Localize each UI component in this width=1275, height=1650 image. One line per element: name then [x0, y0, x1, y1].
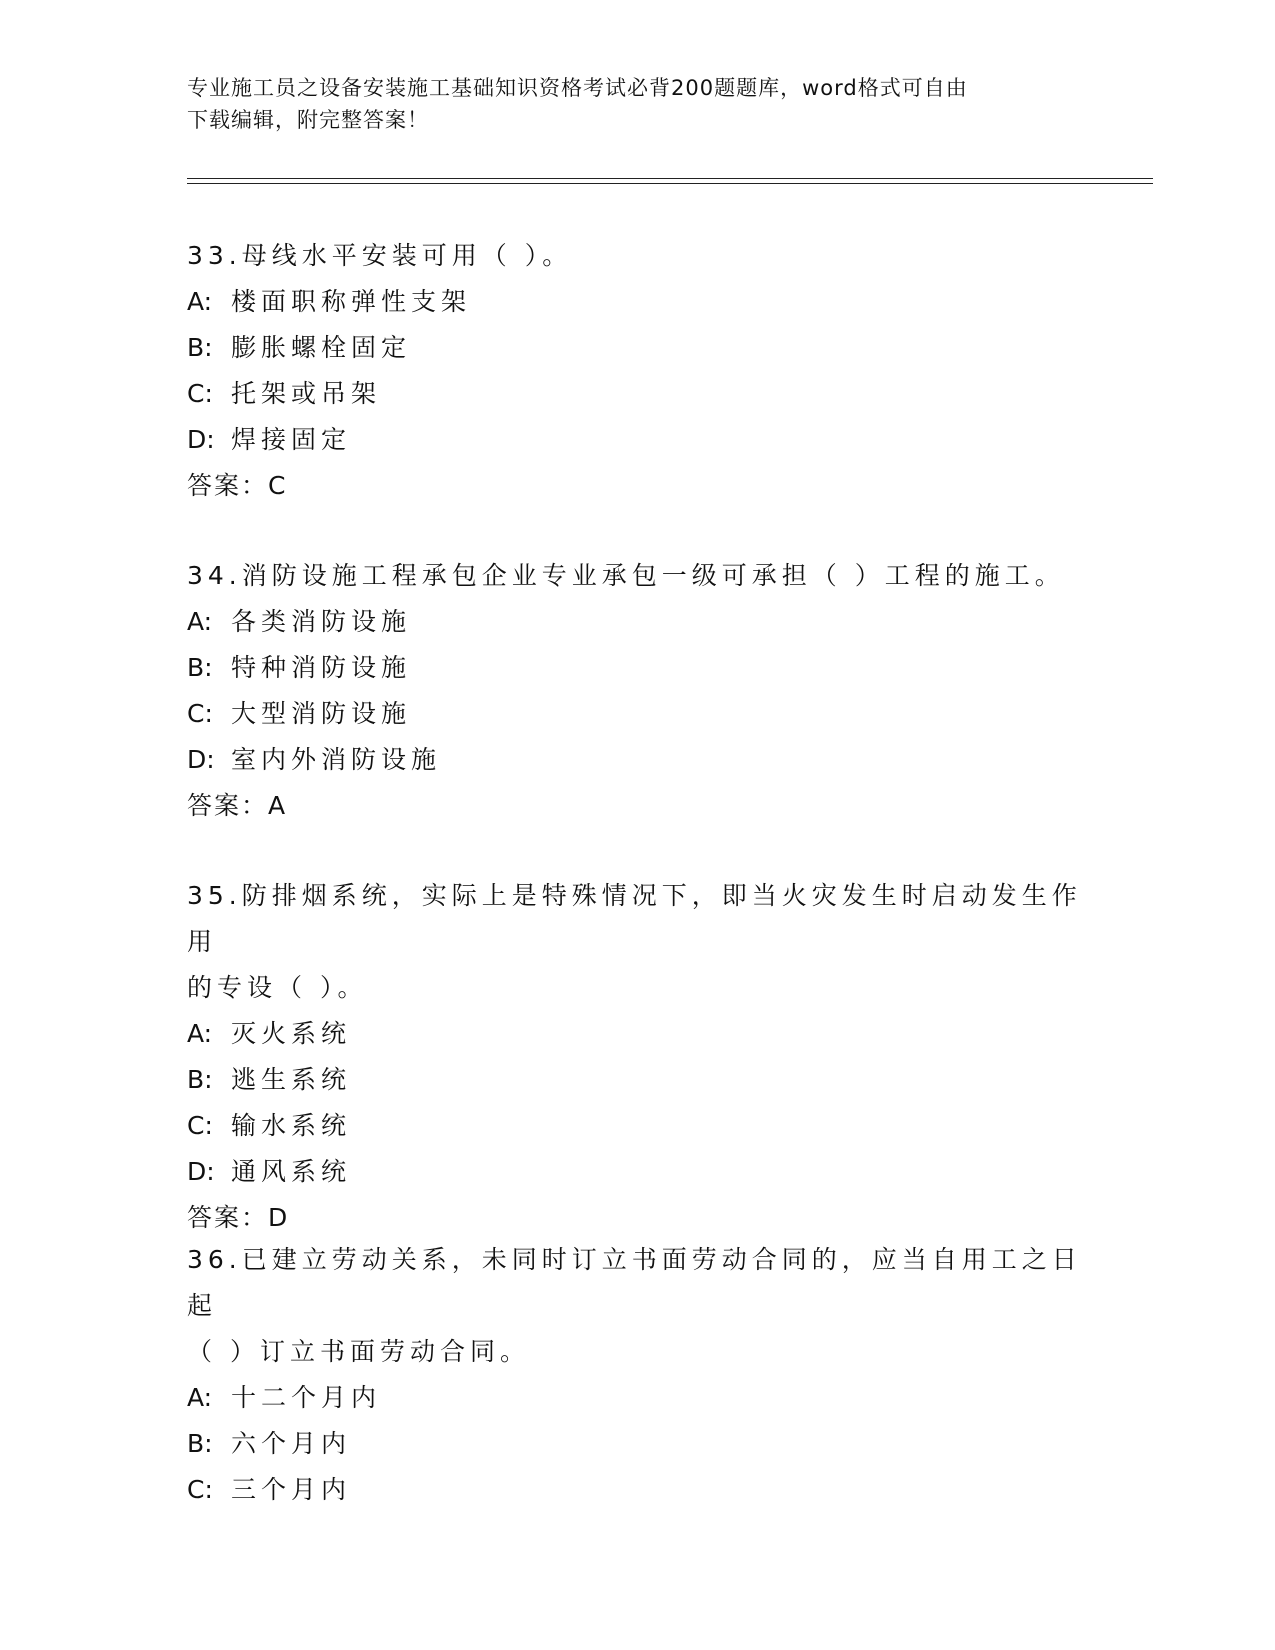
option-b — [187, 325, 1087, 371]
question-text: 33.母线水平安装可用（ ）。 — [187, 241, 573, 270]
option-a — [187, 279, 1087, 325]
question-35 — [187, 873, 1087, 1241]
option-text: 楼面职称弹性支架 — [231, 287, 472, 316]
option-key: A: — [187, 287, 213, 316]
option-b — [187, 1421, 1087, 1467]
option-text: 逃生系统 — [231, 1065, 352, 1094]
option-key: C: — [187, 1111, 213, 1140]
question-34 — [187, 553, 1087, 829]
option-text: 三个月内 — [231, 1475, 352, 1504]
header-line-2: 下载编辑，附完整答案！ — [187, 108, 429, 132]
option-c — [187, 691, 1087, 737]
question-text-line-2: 的专设（ ）。 — [187, 973, 368, 1002]
document-header — [187, 72, 1087, 136]
option-d — [187, 417, 1087, 463]
option-text: 膨胀螺栓固定 — [231, 333, 412, 362]
option-a — [187, 1011, 1087, 1057]
option-text: 通风系统 — [231, 1157, 352, 1186]
option-key: D: — [187, 745, 215, 774]
option-text: 十二个月内 — [231, 1383, 382, 1412]
option-key: C: — [187, 1475, 213, 1504]
option-text: 六个月内 — [231, 1429, 352, 1458]
option-c — [187, 1103, 1087, 1149]
option-key: B: — [187, 333, 213, 362]
option-text: 灭火系统 — [231, 1019, 352, 1048]
question-text-line-1: 36.已建立劳动关系，未同时订立书面劳动合同的，应当自用工之日起 — [187, 1245, 1082, 1320]
option-d — [187, 737, 1087, 783]
header-line-1: 专业施工员之设备安装施工基础知识资格考试必背200题题库，word格式可自由 — [187, 76, 968, 100]
question-text: 34.消防设施工程承包企业专业承包一级可承担（ ）工程的施工。 — [187, 561, 1065, 590]
option-key: D: — [187, 1157, 215, 1186]
answer: 答案：C — [187, 471, 288, 500]
option-text: 输水系统 — [231, 1111, 352, 1140]
option-c — [187, 1467, 1087, 1513]
option-b — [187, 1057, 1087, 1103]
header-divider-bottom — [187, 183, 1153, 184]
option-key: A: — [187, 1383, 213, 1412]
option-key: D: — [187, 425, 215, 454]
option-key: B: — [187, 653, 213, 682]
question-33 — [187, 233, 1087, 509]
option-c — [187, 371, 1087, 417]
option-d — [187, 1149, 1087, 1195]
option-key: B: — [187, 1429, 213, 1458]
header-divider-top — [187, 178, 1153, 179]
question-36 — [187, 1237, 1087, 1513]
question-text-line-2: （ ）订立书面劳动合同。 — [187, 1337, 530, 1366]
question-text-line-1: 35.防排烟系统，实际上是特殊情况下，即当火灾发生时启动发生作用 — [187, 881, 1082, 956]
answer: 答案：D — [187, 1203, 290, 1232]
option-key: A: — [187, 607, 213, 636]
option-key: A: — [187, 1019, 213, 1048]
option-key: C: — [187, 699, 213, 728]
option-text: 各类消防设施 — [231, 607, 412, 636]
answer: 答案：A — [187, 791, 288, 820]
option-text: 大型消防设施 — [231, 699, 412, 728]
option-b — [187, 645, 1087, 691]
option-a — [187, 599, 1087, 645]
option-text: 焊接固定 — [231, 425, 352, 454]
option-text: 室内外消防设施 — [231, 745, 442, 774]
option-a — [187, 1375, 1087, 1421]
option-key: C: — [187, 379, 213, 408]
option-text: 特种消防设施 — [231, 653, 412, 682]
option-key: B: — [187, 1065, 213, 1094]
option-text: 托架或吊架 — [231, 379, 382, 408]
